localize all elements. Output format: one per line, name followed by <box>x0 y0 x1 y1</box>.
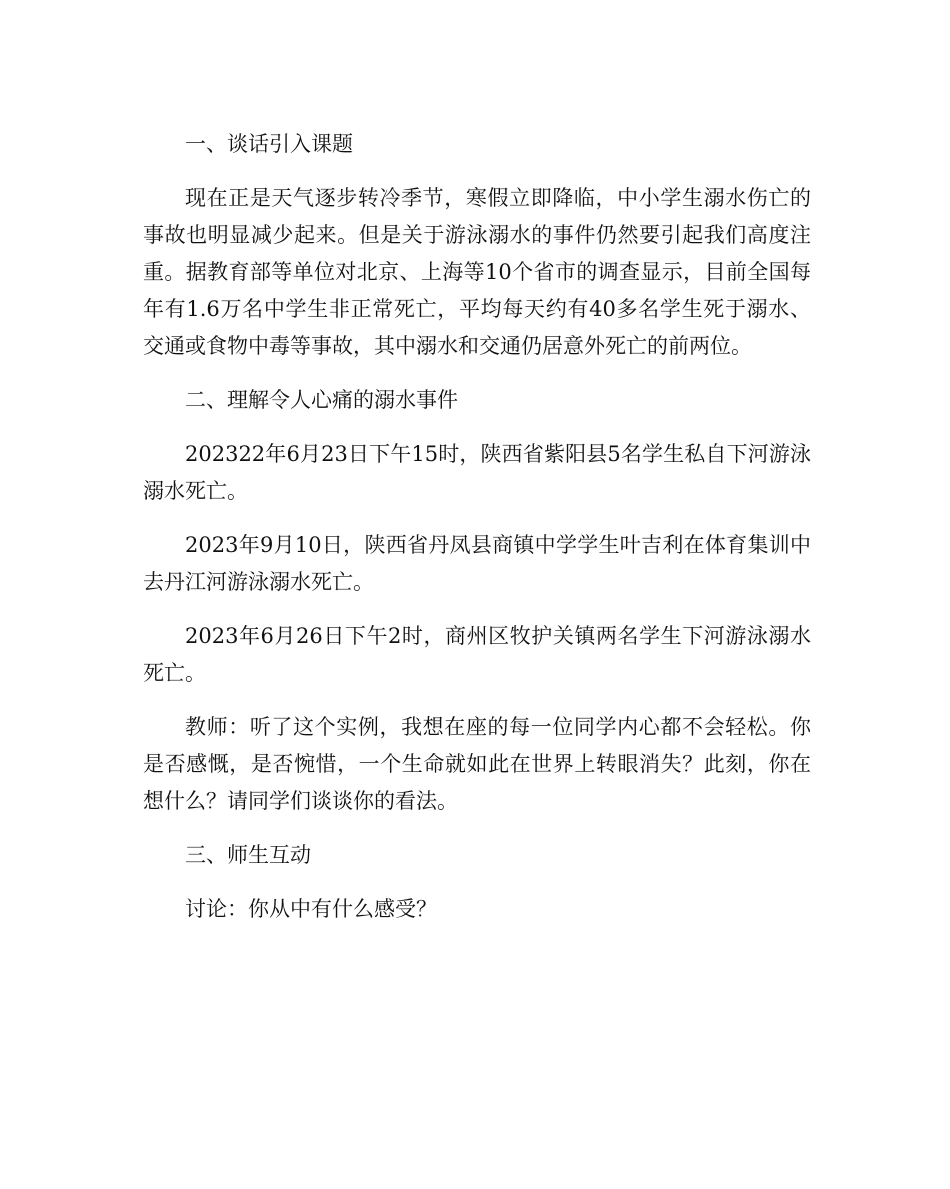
document-body <box>143 126 811 945</box>
paragraph-event-3: 2023年6月26日下午2时，商州区牧护关镇两名学生下河游泳溺水死亡。 <box>143 624 811 685</box>
section-heading-interaction: 三、师生互动 <box>185 843 311 867</box>
section-heading-intro: 一、谈话引入课题 <box>185 132 353 156</box>
section-heading-events: 二、理解令人心痛的溺水事件 <box>185 388 458 412</box>
paragraph-event-2: 2023年9月10日，陕西省丹凤县商镇中学学生叶吉利在体育集训中去丹江河游泳溺水死亡。 <box>143 533 811 594</box>
paragraph-discussion: 讨论：你从中有什么感受？ <box>185 897 437 921</box>
paragraph-event-1: 202322年6月23日下午15时，陕西省紫阳县5名学生私自下河游泳溺水死亡。 <box>143 442 811 503</box>
paragraph-teacher-prompt: 教师：听了这个实例，我想在座的每一位同学内心都不会轻松。你是否感慨，是否惋惜，一个生命就如此在世界上转眼消失？此刻，你在想什么？请同学们谈谈你的看法。 <box>143 715 811 813</box>
paragraph-background: 现在正是天气逐步转冷季节，寒假立即降临，中小学生溺水伤亡的事故也明显减少起来。但是关于游泳溺水的事件仍然要引起我们高度注重。据教育部等单位对北京、上海等10个省市的调查显示，目前全国每年有1.6万名中学生非正常死亡，平均每天约有40多名学生死于溺水、交通或食物中毒等事故，其中溺水和交通仍居意外死亡的前两位。 <box>143 186 811 358</box>
